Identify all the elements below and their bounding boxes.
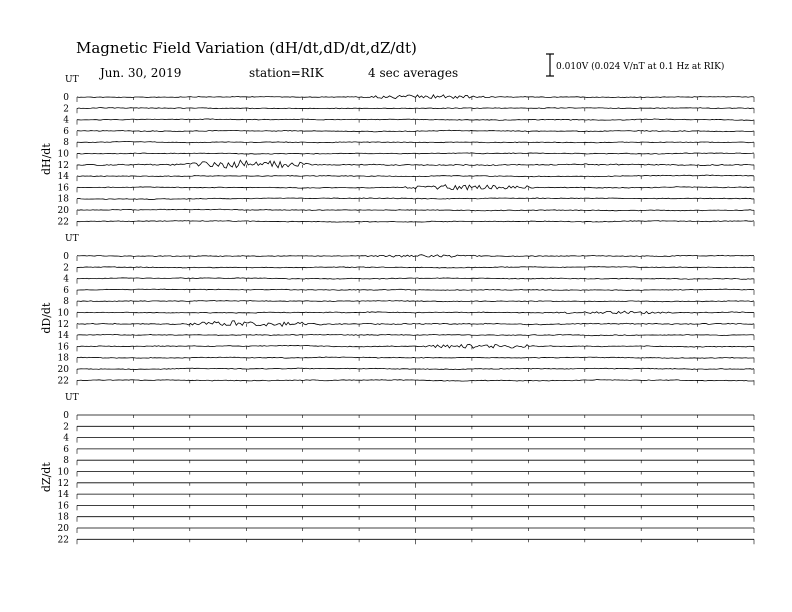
time-ticks	[77, 199, 754, 204]
row-label: 8	[63, 138, 69, 149]
trace-row-dddt-12	[58, 320, 754, 330]
trace-row-dddt-20	[58, 365, 754, 375]
row-label: 2	[63, 422, 69, 433]
scale-bar-label: 0.010V (0.024 V/nT at 0.1 Hz at RIK)	[556, 62, 725, 72]
trace-row-dhdt-10	[58, 150, 754, 160]
time-ticks	[77, 539, 754, 544]
trace-row-dhdt-16	[58, 183, 754, 193]
time-ticks	[77, 528, 754, 533]
row-label: 0	[63, 252, 69, 262]
trace-row-dddt-6	[63, 286, 754, 296]
row-label: 16	[57, 342, 69, 353]
trace-line	[77, 185, 754, 190]
trace-line	[77, 108, 754, 109]
trace-row-dzdt-10	[58, 468, 754, 478]
row-label: 22	[57, 376, 69, 387]
trace-row-dzdt-22	[58, 535, 754, 545]
trace-row-dhdt-6	[63, 127, 754, 137]
time-ticks	[77, 210, 754, 215]
row-label: 6	[63, 285, 69, 296]
row-label: 12	[57, 319, 69, 330]
row-label: 6	[63, 444, 69, 455]
trace-row-dzdt-2	[63, 422, 754, 432]
time-ticks	[77, 449, 754, 454]
trace-row-dhdt-22	[58, 217, 754, 227]
row-label: 4	[63, 433, 69, 444]
panels	[40, 75, 754, 545]
trace-line	[77, 357, 754, 358]
panel-dhdt	[40, 75, 754, 227]
row-label: 12	[57, 478, 69, 489]
trace-line	[77, 311, 754, 314]
row-label: 8	[63, 297, 69, 308]
trace-row-dddt-18	[58, 354, 754, 364]
time-ticks	[77, 415, 754, 420]
row-label: 2	[63, 263, 69, 274]
time-ticks	[77, 142, 754, 147]
panel-label-dddt: dD/dt	[40, 302, 53, 334]
row-label: 2	[63, 104, 69, 115]
panel-label-dzdt: dZ/dt	[40, 462, 53, 493]
ut-label: UT	[65, 234, 79, 244]
time-ticks	[77, 517, 754, 522]
trace-line	[77, 130, 754, 132]
row-label: 0	[63, 411, 69, 421]
time-ticks	[77, 120, 754, 125]
trace-line	[77, 221, 754, 223]
trace-row-dhdt-20	[58, 206, 754, 216]
trace-line	[77, 300, 754, 301]
row-label: 12	[57, 160, 69, 171]
row-label: 20	[57, 206, 69, 216]
row-label: 0	[63, 93, 69, 103]
row-label: 4	[63, 274, 69, 285]
trace-row-dzdt-8	[63, 456, 754, 466]
time-ticks	[77, 438, 754, 443]
row-label: 18	[57, 353, 69, 364]
trace-row-dhdt-12	[58, 160, 754, 171]
chart-averaging: 4 sec averages	[368, 66, 459, 80]
trace-line	[77, 175, 754, 177]
time-ticks	[77, 494, 754, 499]
trace-row-dhdt-0	[63, 93, 754, 103]
row-label: 4	[63, 115, 69, 126]
time-ticks	[77, 472, 754, 477]
time-ticks	[77, 324, 754, 329]
time-ticks	[77, 380, 754, 385]
trace-line	[77, 198, 754, 200]
time-ticks	[77, 460, 754, 465]
time-ticks	[77, 483, 754, 488]
row-label: 22	[57, 535, 69, 546]
time-ticks	[77, 301, 754, 306]
trace-row-dzdt-0	[63, 411, 754, 421]
time-ticks	[77, 426, 754, 431]
trace-row-dhdt-2	[63, 104, 754, 114]
row-label: 10	[57, 149, 69, 160]
row-label: 6	[63, 126, 69, 137]
time-ticks	[77, 369, 754, 374]
row-label: 14	[57, 331, 69, 342]
row-label: 18	[57, 512, 69, 523]
trace-row-dzdt-6	[63, 445, 754, 455]
chart-title: Magnetic Field Variation (dH/dt,dD/dt,dZ/dt)	[76, 39, 417, 57]
row-label: 14	[57, 172, 69, 183]
row-label: 10	[57, 467, 69, 478]
panel-label-dhdt: dH/dt	[40, 143, 53, 176]
trace-row-dzdt-16	[58, 501, 754, 511]
time-ticks	[77, 256, 754, 261]
trace-line	[77, 289, 754, 290]
trace-line	[77, 267, 754, 268]
row-label: 22	[57, 217, 69, 228]
trace-row-dzdt-4	[63, 434, 754, 444]
time-ticks	[77, 335, 754, 340]
trace-row-dddt-0	[63, 252, 754, 262]
trace-row-dddt-8	[63, 297, 754, 307]
trace-row-dhdt-18	[58, 195, 754, 205]
trace-row-dzdt-14	[58, 490, 754, 500]
trace-row-dddt-10	[58, 309, 754, 319]
trace-row-dzdt-20	[58, 524, 754, 534]
time-ticks	[77, 267, 754, 272]
row-label: 8	[63, 456, 69, 467]
row-label: 20	[57, 365, 69, 375]
trace-row-dzdt-18	[58, 513, 754, 523]
scale-bar	[546, 54, 724, 76]
time-ticks	[77, 279, 754, 284]
trace-row-dhdt-8	[63, 138, 754, 148]
ut-label: UT	[65, 75, 79, 85]
trace-row-dzdt-12	[58, 479, 754, 489]
time-ticks	[77, 290, 754, 295]
trace-row-dddt-16	[58, 342, 754, 352]
row-label: 14	[57, 490, 69, 501]
chart-station: station=RIK	[249, 66, 324, 80]
time-ticks	[77, 358, 754, 363]
row-label: 16	[57, 183, 69, 194]
row-label: 18	[57, 194, 69, 205]
time-ticks	[77, 108, 754, 113]
panel-dzdt	[40, 393, 754, 545]
trace-row-dhdt-4	[63, 116, 754, 126]
trace-row-dhdt-14	[58, 172, 754, 182]
row-label: 20	[57, 524, 69, 534]
trace-line	[77, 334, 754, 335]
panel-dddt	[40, 234, 754, 386]
trace-row-dddt-4	[63, 275, 754, 285]
chart-date: Jun. 30, 2019	[100, 66, 182, 80]
time-ticks	[77, 346, 754, 351]
trace-row-dddt-2	[63, 263, 754, 273]
row-label: 16	[57, 501, 69, 512]
row-label: 10	[57, 308, 69, 319]
trace-line	[77, 142, 754, 143]
time-ticks	[77, 165, 754, 170]
time-ticks	[77, 505, 754, 510]
trace-row-dddt-14	[58, 331, 754, 341]
ut-label: UT	[65, 393, 79, 403]
trace-row-dddt-22	[58, 376, 754, 386]
